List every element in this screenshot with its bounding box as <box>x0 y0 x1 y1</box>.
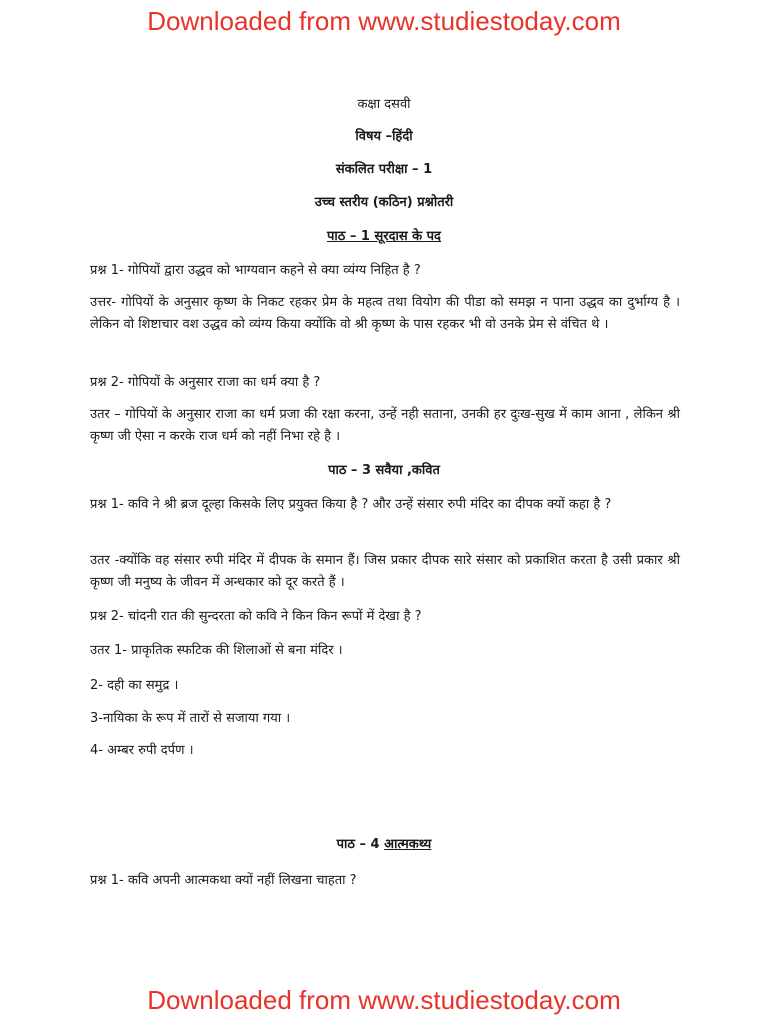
lesson-1-heading-prefix: पाठ – 1 <box>327 229 375 244</box>
lesson-4-heading <box>0 836 768 854</box>
lesson-3-heading: पाठ – 3 सवैया ,कवित <box>328 463 440 478</box>
lesson-3-answer-2-item-4: 4- अम्बर रुपी दर्पण । <box>90 743 194 758</box>
watermark-bottom: Downloaded from www.studiestoday.com <box>147 985 621 1015</box>
exam-title: संकलित परीक्षा – 1 <box>335 162 433 177</box>
lesson-4-heading-prefix: पाठ – 4 <box>336 837 385 852</box>
lesson-4-heading-title: आत्मकथ्य <box>384 837 432 852</box>
watermark-top: Downloaded from www.studiestoday.com <box>147 6 621 36</box>
lesson-1-answer-1: उत्तर- गोपियों के अनुसार कृष्ण के निकट रहकर प्रेम के महत्व तथा वियोग की पीडा को समझ न पाना उद्धव का दुर्भाग्य है । लेकिन वो शिष्टाचार वश उद्धव को व्यंग्य किया क्योंकि वो श्री कृष्ण के पास रहकर भी वो उनके प्रेम से वंचित थे । <box>90 295 680 332</box>
lesson-4-question-1: प्रश्न 1- कवि अपनी आत्मकथा क्यों नहीं लिखना चाहता ? <box>90 873 357 888</box>
lesson-1-heading-title: सूरदास के पद <box>374 229 441 244</box>
lesson-1-question-2: प्रश्न 2- गोपियों के अनुसार राजा का धर्म क्या है ? <box>90 375 321 390</box>
lesson-3-answer-2-item-3: 3-नायिका के रूप में तारों से सजाया गया । <box>90 711 291 726</box>
lesson-1-answer-2: उतर – गोपियों के अनुसार राजा का धर्म प्रजा की रक्षा करना, उन्हें नही सताना, उनकी हर दुःख-सुख में काम आना , लेकिन श्री कृष्ण जी ऐसा न करके राज धर्म को नहीं निभा रहे है । <box>90 407 680 444</box>
lesson-3-question-2: प्रश्न 2- चांदनी रात की सुन्दरता को कवि ने किन किन रूपों में देखा है ? <box>90 609 422 624</box>
lesson-3-answer-2-item-1: उतर 1- प्राकृतिक स्फटिक की शिलाओं से बना मंदिर । <box>90 643 343 658</box>
lesson-3-question-1: प्रश्न 1- कवि ने श्री ब्रज दूल्हा किसके लिए प्रयुक्त किया है ? और उन्हें संसार रुपी मंदिर का दीपक क्यों कहा है ? <box>90 497 612 512</box>
subject-label: विषय –हिंदी <box>355 129 413 144</box>
lesson-1-question-1: प्रश्न 1- गोपियों द्वारा उद्धव को भाग्यवान कहने से क्या व्यंग्य निहित है ? <box>90 263 421 278</box>
level-title: उच्च स्तरीय (कठिन) प्रश्नोतरी <box>314 195 454 210</box>
lesson-3-answer-1: उतर -क्योंकि वह संसार रुपी मंदिर में दीपक के समान हैं। जिस प्रकार दीपक सारे संसार को प्रकाशित करता है उसी प्रकार श्री कृष्ण जी मनुष्य के जीवन में अन्धकार को दूर करते हैं । <box>90 553 680 590</box>
lesson-3-answer-2-item-2: 2- दही का समुद्र । <box>90 678 179 693</box>
lesson-1-heading <box>0 228 768 246</box>
class-label: कक्षा दसवी <box>357 97 411 112</box>
